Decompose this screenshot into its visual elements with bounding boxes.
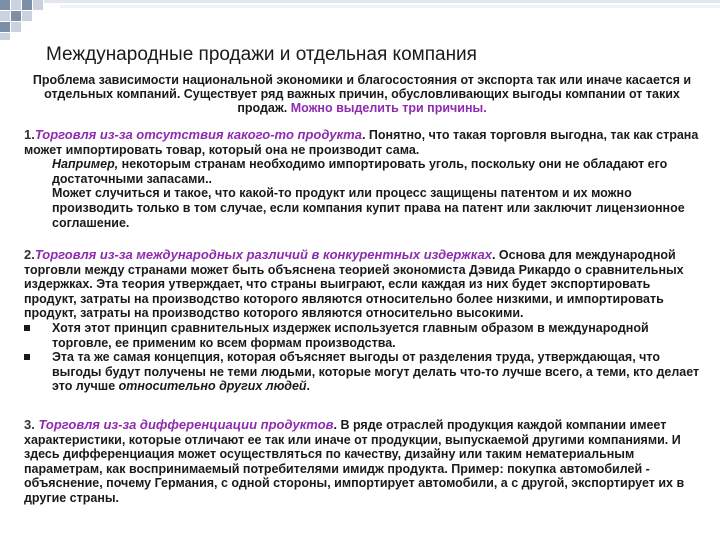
section-1-extra: Может случиться и такое, что какой-то продукт или процесс защищены патентом и их можно производить только в том случае, если компания купит права на патент или заключит лицензионное соглашение. (52, 186, 685, 230)
section-2-bullet-2-text: Эта та же самая концепция, которая объясняет выгоды от разделения труда, утверждающая, что выгоды будут получены не теми людьми, которые могут делать что-то лучше всего, а теми, кто делает это лучше (52, 350, 700, 394)
section-2-bullet-2 (52, 350, 700, 394)
intro-text: Проблема зависимости национальной экономики и благосостояния от экспорта так или иначе касается и отдельных компаний. Существует ряд важных причин, обусловливающих выгоды компании от таких продаж. (32, 73, 692, 115)
section-3-paragraph (24, 418, 700, 506)
section-2-bullet-2-italic: относительно других людей (118, 379, 307, 394)
section-1-example (52, 157, 700, 186)
section-2-bullet-2-end: . (306, 379, 311, 394)
section-1-number: 1. (24, 127, 35, 142)
section-2-paragraph (24, 248, 700, 321)
square-bullet-icon (24, 325, 30, 331)
section-1-heading: Торговля из-за отсутствия какого-то продукта (34, 127, 362, 142)
section-1-paragraph (24, 128, 700, 157)
section-1-lead: . Понятно, что такая торговля выгодна, так как страна может импортировать товар, который она не производит сама. (24, 128, 699, 157)
section-3 (24, 418, 700, 506)
square-bullet-icon (24, 354, 30, 360)
intro-highlight: Можно выделить три причины. (290, 101, 487, 115)
section-2-bullet-1-text: Хотя этот принцип сравнительных издержек используется главным образом в международной торговле, ее применим ко всем формам производства. (52, 320, 649, 350)
section-2-number: 2. (24, 247, 35, 262)
section-1-example-text: некоторым странам необходимо импортировать уголь, поскольку они не обладают его достаточными запасами.. (52, 157, 668, 186)
section-2-lead: . Основа для международной торговли между странами может быть объяснена теорией экономиста Дэвида Рикардо о сравнительных издержках. Эта теория утверждает, что страны выиграют, если каждая из них будет экспортировать продукт, затраты на производство которого являются относительно более низкими, и импортировать продукт, затраты на производство которого являются относительно высокими. (24, 248, 684, 321)
section-3-lead: . В ряде отраслей продукция каждой компании имеет характеристики, которые отличают ее так или иначе от продукции, выпускаемой другими компаниями. И здесь дифференциация может осуществляться по качеству, дизайну или таким нематериальным параметрам, как воспринимаемый потребителями имидж продукта. Пример: покупка автомобилей - объяснение, почему Германия, с одной стороны, импортирует автомобили, а с другой, экспортирует их в другие страны. (24, 418, 685, 505)
corner-square-decoration (0, 0, 720, 40)
section-3-number: 3. (24, 417, 39, 432)
section-1-example-label: Например, (52, 157, 119, 172)
page-title: Международные продажи и отдельная компания (46, 44, 477, 65)
section-1 (24, 128, 700, 230)
section-2-bullet-1 (52, 321, 700, 350)
section-2 (24, 248, 700, 394)
section-3-heading: Торговля из-за дифференциации продуктов (38, 417, 334, 432)
intro-paragraph (26, 73, 698, 115)
section-2-heading: Торговля из-за международных различий в конкурентных издержках (34, 247, 492, 262)
